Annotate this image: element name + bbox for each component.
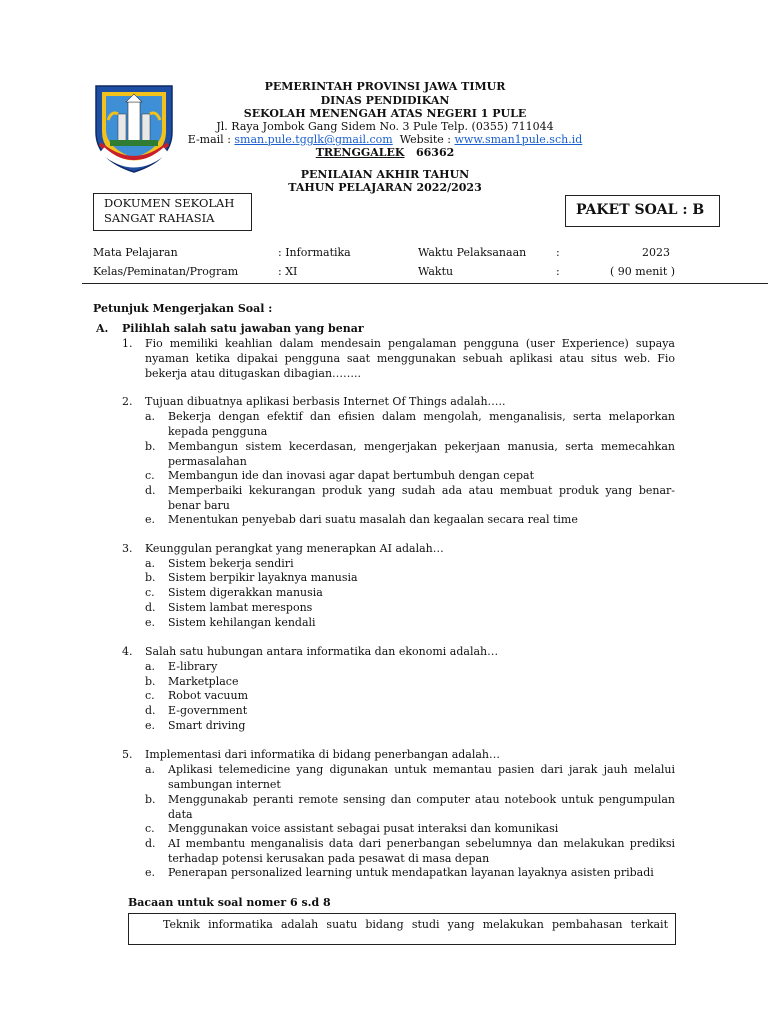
email-label: E-mail : — [187, 133, 235, 146]
q3-option-e[interactable]: Sistem kehilangan kendali — [168, 616, 316, 629]
reading-text: Teknik informatika adalah suatu bidang studi yang melakukan pembahasan terkait — [163, 918, 668, 931]
divider — [82, 283, 768, 284]
question-1-text: Fio memiliki keahlian dalam mendesain pengalaman pengguna (user Experience) supaya nyaman ketika dipakai pengguna saat menggunakan sebuah aplikasi atau situs web. Fio bekerja atau ditugaskan dibagian…….. — [145, 337, 675, 380]
question-5-number: 5. — [122, 748, 133, 761]
reading-title: Bacaan untuk soal nomer 6 s.d 8 — [128, 896, 331, 909]
q2-option-c[interactable]: Membangun ide dan inovasi agar dapat bertumbuh dengan cepat — [168, 469, 534, 482]
header-dinas: DINAS PENDIDIKAN — [320, 94, 450, 107]
email-link[interactable]: sman.pule.tgglk@gmail.com — [234, 133, 393, 146]
question-3-text: Keunggulan perangkat yang menerapkan AI adalah… — [145, 542, 444, 555]
question-1-number: 1. — [122, 337, 133, 350]
city: TRENGGALEK — [315, 146, 405, 159]
q4-option-c-letter: c. — [145, 689, 155, 702]
doc-box-line1: DOKUMEN SEKOLAH — [104, 196, 235, 210]
subject-label: Mata Pelajaran — [93, 246, 178, 259]
q3-option-b[interactable]: Sistem berpikir layaknya manusia — [168, 571, 358, 584]
q2-option-c-letter: c. — [145, 469, 155, 482]
q3-option-b-letter: b. — [145, 571, 156, 584]
q5-option-c[interactable]: Menggunakan voice assistant sebagai pusat interaksi dan komunikasi — [168, 822, 559, 835]
q5-option-b[interactable]: Menggunakab peranti remote sensing dan computer atau notebook untuk pengumpulan data — [168, 793, 675, 821]
q3-option-d[interactable]: Sistem lambat merespons — [168, 601, 313, 614]
q5-option-e-letter: e. — [145, 866, 156, 879]
q5-option-e[interactable]: Penerapan personalized learning untuk mendapatkan layanan layaknya asisten pribadi — [168, 866, 654, 879]
doc-box-line2: SANGAT RAHASIA — [104, 211, 215, 225]
q4-option-a[interactable]: E-library — [168, 660, 218, 673]
q4-option-b-letter: b. — [145, 675, 156, 688]
time-colon: : — [556, 246, 560, 259]
q4-option-d-letter: d. — [145, 704, 156, 717]
time-label: Waktu Pelaksanaan — [418, 246, 527, 259]
q2-option-b-letter: b. — [145, 440, 156, 453]
q3-option-e-letter: e. — [145, 616, 156, 629]
q2-option-a-letter: a. — [145, 410, 156, 423]
class-label: Kelas/Peminatan/Program — [93, 265, 239, 278]
q5-option-b-letter: b. — [145, 793, 156, 806]
instructions-title: Petunjuk Mengerjakan Soal : — [93, 302, 273, 315]
q4-option-a-letter: a. — [145, 660, 156, 673]
school-logo — [92, 80, 176, 176]
postal-code: 66362 — [416, 146, 455, 159]
duration-label: Waktu — [418, 265, 454, 278]
duration-colon: : — [556, 265, 560, 278]
q4-option-e-letter: e. — [145, 719, 156, 732]
question-3-number: 3. — [122, 542, 133, 555]
q5-option-a-letter: a. — [145, 763, 156, 776]
question-2-text: Tujuan dibuatnya aplikasi berbasis Internet Of Things adalah….. — [145, 395, 506, 408]
website-link[interactable]: www.sman1pule.sch.id — [454, 133, 583, 146]
class-value: : XI — [278, 265, 298, 278]
question-4-text: Salah satu hubungan antara informatika dan ekonomi adalah… — [145, 645, 499, 658]
q4-option-d[interactable]: E-government — [168, 704, 248, 717]
q3-option-c[interactable]: Sistem digerakkan manusia — [168, 586, 323, 599]
section-letter: A. — [96, 322, 109, 335]
q5-option-c-letter: c. — [145, 822, 155, 835]
q2-option-b[interactable]: Membangun sistem kecerdasan, mengerjakan pekerjaan manusia, serta memecahkan permasalahan — [168, 440, 675, 468]
q5-option-a[interactable]: Aplikasi telemedicine yang digunakan untuk memantau pasien dari jarak jauh melalui sambungan internet — [168, 763, 675, 791]
paket-box — [565, 195, 720, 227]
time-value: 2023 — [642, 246, 670, 259]
q3-option-c-letter: c. — [145, 586, 155, 599]
q2-option-e-letter: e. — [145, 513, 156, 526]
question-5-text: Implementasi dari informatika di bidang penerbangan adalah… — [145, 748, 501, 761]
q2-option-e[interactable]: Menentukan penyebab dari suatu masalah dan kegaalan secara real time — [168, 513, 578, 526]
website-label: Website : — [392, 133, 455, 146]
q4-option-b[interactable]: Marketplace — [168, 675, 239, 688]
q3-option-a[interactable]: Sistem bekerja sendiri — [168, 557, 294, 570]
question-4-number: 4. — [122, 645, 133, 658]
q2-option-d[interactable]: Memperbaiki kekurangan produk yang sudah ada atau membuat produk yang benar-benar baru — [168, 484, 675, 512]
q2-option-a[interactable]: Bekerja dengan efektif dan efisien dalam mengolah, menganalisis, serta melaporkan kepada pengguna — [168, 410, 675, 438]
section-title: Pilihlah salah satu jawaban yang benar — [122, 322, 364, 335]
exam-year: TAHUN PELAJARAN 2022/2023 — [288, 181, 482, 194]
exam-title: PENILAIAN AKHIR TAHUN — [300, 168, 470, 181]
q4-option-c[interactable]: Robot vacuum — [168, 689, 249, 702]
reading-box — [128, 913, 676, 945]
header-city — [180, 146, 590, 160]
paket-label: PAKET SOAL : B — [576, 202, 705, 218]
q2-option-d-letter: d. — [145, 484, 156, 497]
header-province: PEMERINTAH PROVINSI JAWA TIMUR — [264, 80, 506, 93]
subject-value: : Informatika — [278, 246, 351, 259]
q5-option-d[interactable]: AI membantu menganalisis data dari penerbangan sebelumnya dan melakukan prediksi terhadap potensi kerusakan pada pesawat di masa depan — [168, 837, 675, 865]
header-address: Jl. Raya Jombok Gang Sidem No. 3 Pule Telp. (0355) 711044 — [216, 120, 554, 133]
q3-option-d-letter: d. — [145, 601, 156, 614]
header-contact — [180, 133, 590, 147]
document-classification-box — [93, 193, 252, 231]
q3-option-a-letter: a. — [145, 557, 156, 570]
q4-option-e[interactable]: Smart driving — [168, 719, 246, 732]
header-school: SEKOLAH MENENGAH ATAS NEGERI 1 PULE — [243, 107, 527, 120]
duration-value: ( 90 menit ) — [610, 265, 676, 278]
q5-option-d-letter: d. — [145, 837, 156, 850]
question-2-number: 2. — [122, 395, 133, 408]
